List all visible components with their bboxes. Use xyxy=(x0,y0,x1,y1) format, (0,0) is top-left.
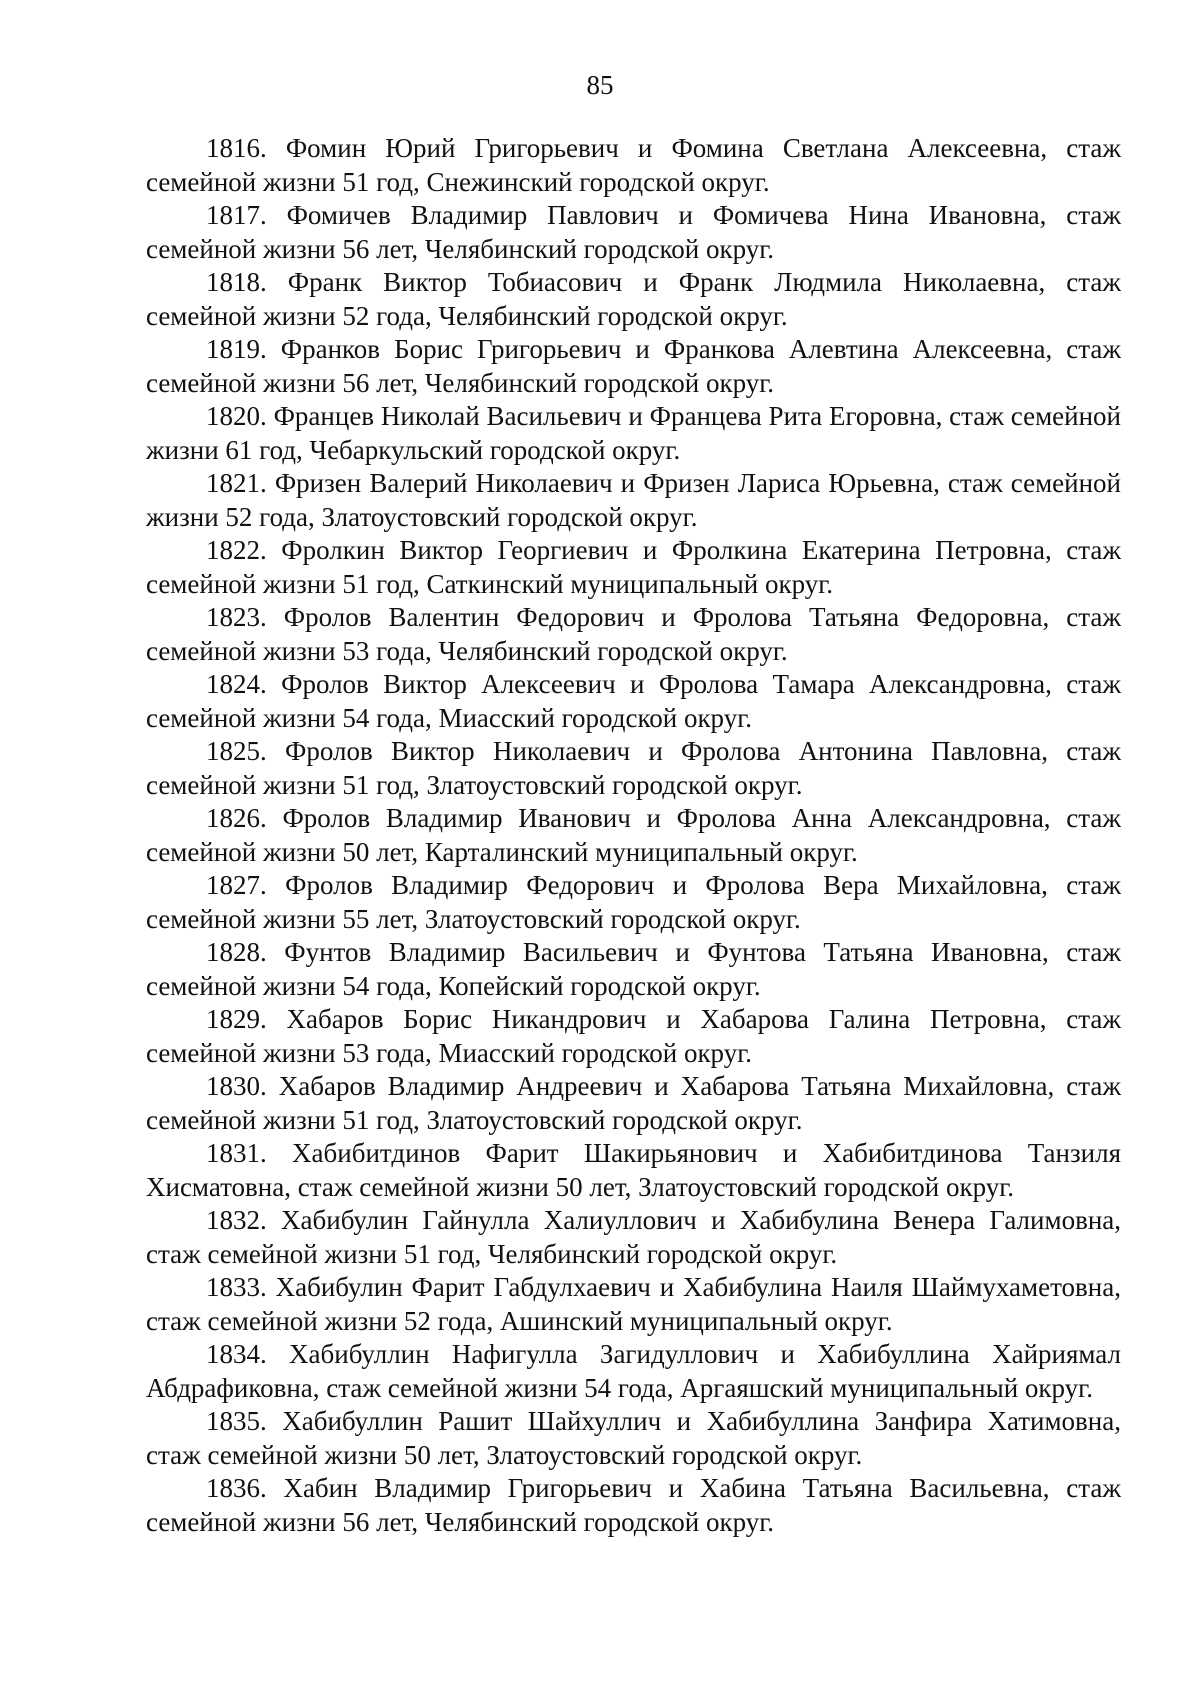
list-item: 1836. Хабин Владимир Григорьевич и Хабина Татьяна Васильевна, стаж семейной жизни 56 лет, Челябинский городской округ. xyxy=(146,1473,1121,1537)
list-item: 1819. Франков Борис Григорьевич и Франкова Алевтина Алексеевна, стаж семейной жизни 56 лет, Челябинский городской округ. xyxy=(146,334,1121,398)
list-item: 1828. Фунтов Владимир Васильевич и Фунтова Татьяна Ивановна, стаж семейной жизни 54 года, Копейский городской округ. xyxy=(146,937,1121,1001)
list-item: 1835. Хабибуллин Рашит Шайхуллич и Хабибуллина Занфира Хатимовна, стаж семейной жизни 50 лет, Златоустовский городской округ. xyxy=(146,1406,1121,1470)
entry-list xyxy=(146,132,1121,1539)
list-item: 1816. Фомин Юрий Григорьевич и Фомина Светлана Алексеевна, стаж семейной жизни 51 год, Снежинский городской округ. xyxy=(146,133,1121,197)
list-item: 1832. Хабибулин Гайнулла Халиуллович и Хабибулина Венера Галимовна, стаж семейной жизни 51 год, Челябинский городской округ. xyxy=(146,1205,1121,1269)
list-item: 1820. Францев Николай Васильевич и Францева Рита Егоровна, стаж семейной жизни 61 год, Чебаркульский городской округ. xyxy=(146,401,1121,465)
list-item: 1817. Фомичев Владимир Павлович и Фомичева Нина Ивановна, стаж семейной жизни 56 лет, Челябинский городской округ. xyxy=(146,200,1121,264)
list-item: 1833. Хабибулин Фарит Габдулхаевич и Хабибулина Наиля Шаймухаметовна, стаж семейной жизни 52 года, Ашинский муниципальный округ. xyxy=(146,1272,1121,1336)
list-item: 1824. Фролов Виктор Алексеевич и Фролова Тамара Александровна, стаж семейной жизни 54 года, Миасский городской округ. xyxy=(146,669,1121,733)
list-item: 1830. Хабаров Владимир Андреевич и Хабарова Татьяна Михайловна, стаж семейной жизни 51 год, Златоустовский городской округ. xyxy=(146,1071,1121,1135)
list-item: 1823. Фролов Валентин Федорович и Фролова Татьяна Федоровна, стаж семейной жизни 53 года, Челябинский городской округ. xyxy=(146,602,1121,666)
list-item: 1822. Фролкин Виктор Георгиевич и Фролкина Екатерина Петровна, стаж семейной жизни 51 год, Саткинский муниципальный округ. xyxy=(146,535,1121,599)
list-item: 1825. Фролов Виктор Николаевич и Фролова Антонина Павловна, стаж семейной жизни 51 год, Златоустовский городской округ. xyxy=(146,736,1121,800)
list-item: 1826. Фролов Владимир Иванович и Фролова Анна Александровна, стаж семейной жизни 50 лет, Карталинский муниципальный округ. xyxy=(146,803,1121,867)
list-item: 1829. Хабаров Борис Никандрович и Хабарова Галина Петровна, стаж семейной жизни 53 года, Миасский городской округ. xyxy=(146,1004,1121,1068)
list-item: 1827. Фролов Владимир Федорович и Фролова Вера Михайловна, стаж семейной жизни 55 лет, Златоустовский городской округ. xyxy=(146,870,1121,934)
page-number: 85 xyxy=(586,70,614,100)
list-item: 1821. Фризен Валерий Николаевич и Фризен Лариса Юрьевна, стаж семейной жизни 52 года, Златоустовский городской округ. xyxy=(146,468,1121,532)
list-item: 1834. Хабибуллин Нафигулла Загидуллович и Хабибуллина Хайриямал Абдрафиковна, стаж семейной жизни 54 года, Аргаяшский муниципальный округ. xyxy=(146,1339,1121,1403)
list-item: 1831. Хабибитдинов Фарит Шакирьянович и Хабибитдинова Танзиля Хисматовна, стаж семейной жизни 50 лет, Златоустовский городской округ. xyxy=(146,1138,1121,1202)
list-item: 1818. Франк Виктор Тобиасович и Франк Людмила Николаевна, стаж семейной жизни 52 года, Челябинский городской округ. xyxy=(146,267,1121,331)
